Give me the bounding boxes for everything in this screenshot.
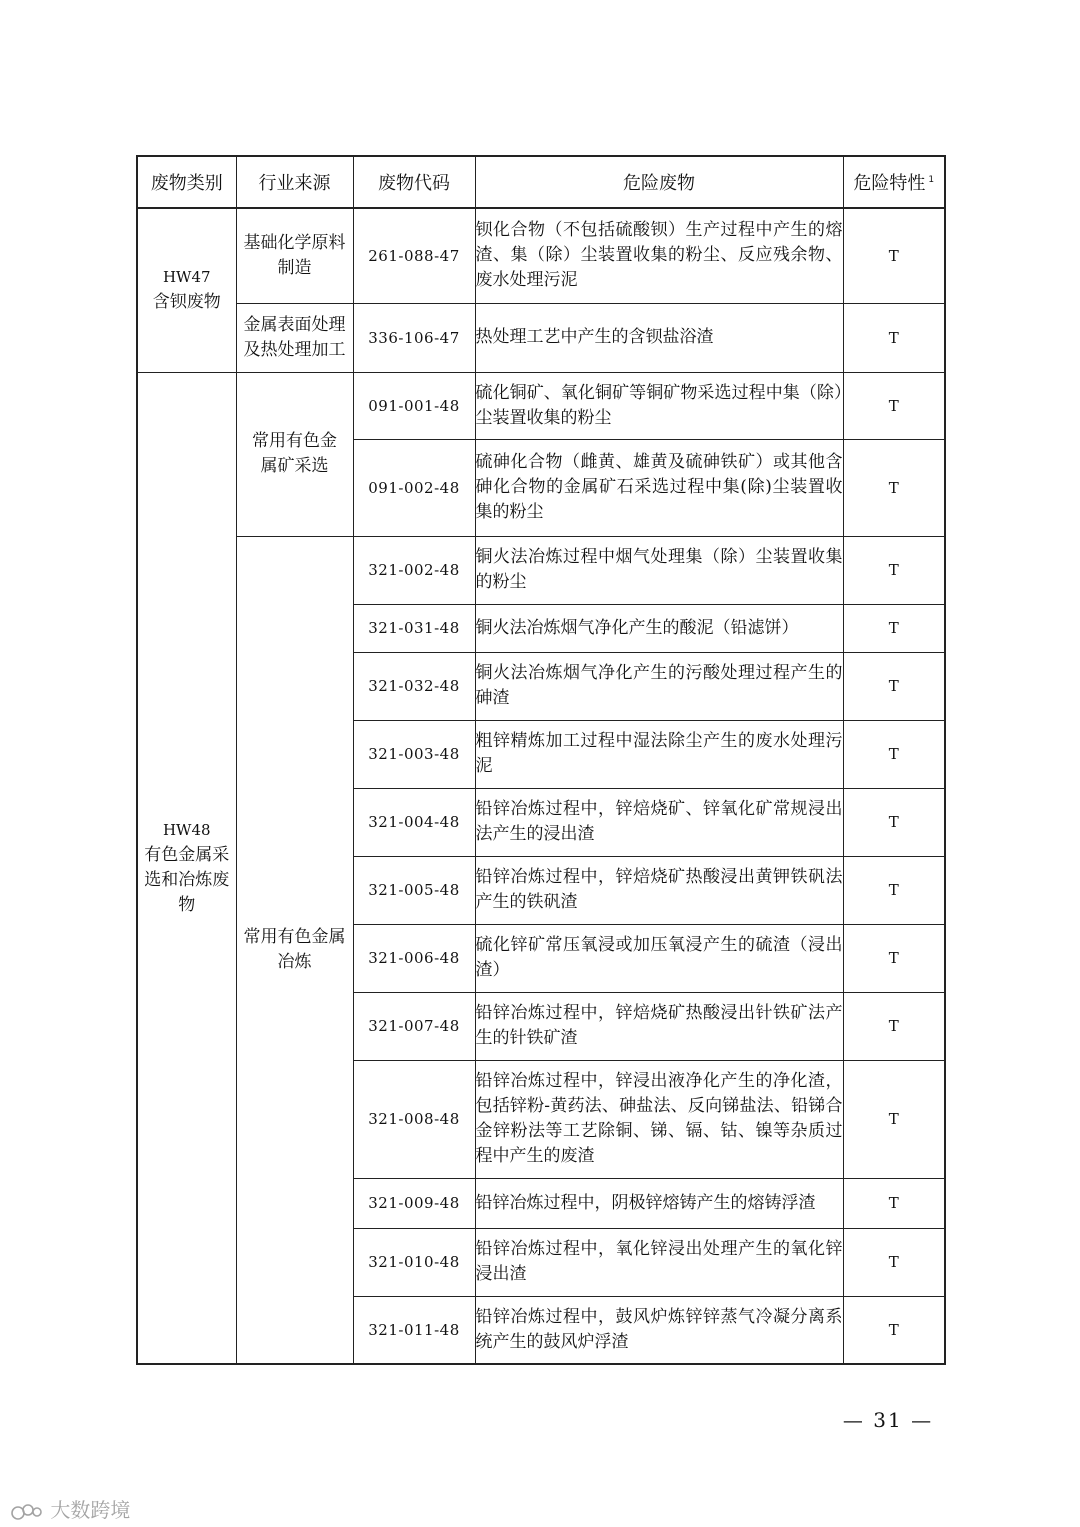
hazard-characteristic: T [843, 303, 945, 372]
category-name: 有色金属采选和冶炼废物 [144, 844, 230, 915]
waste-description: 铅锌冶炼过程中，氧化锌浸出处理产生的氧化锌浸出渣 [475, 1228, 843, 1296]
table-row [137, 536, 945, 604]
hazard-characteristic: T [843, 856, 945, 924]
waste-code: 321-032-48 [353, 652, 475, 720]
watermark [10, 1494, 130, 1523]
cloud-logo-icon [10, 1502, 44, 1522]
table-header-row [137, 156, 945, 208]
waste-description: 铅锌冶炼过程中，鼓风炉炼锌锌蒸气冷凝分离系统产生的鼓风炉浮渣 [475, 1296, 843, 1364]
source-cell: 常用有色金属矿采选 [236, 372, 353, 536]
source-cell: 常用有色金属冶炼 [236, 536, 353, 1364]
hazard-characteristic: T [843, 1060, 945, 1178]
hazard-characteristic: T [843, 1178, 945, 1228]
table-row [137, 208, 945, 303]
waste-description: 硫砷化合物（雌黄、雄黄及硫砷铁矿）或其他含砷化合物的金属矿石采选过程中集(除)尘装置收集的粉尘 [475, 439, 843, 536]
hazard-characteristic: T [843, 1228, 945, 1296]
hazard-characteristic: T [843, 439, 945, 536]
hazard-characteristic: T [843, 372, 945, 439]
hazard-characteristic: T [843, 536, 945, 604]
waste-description: 热处理工艺中产生的含钡盐浴渣 [475, 303, 843, 372]
waste-code: 321-008-48 [353, 1060, 475, 1178]
waste-code: 336-106-47 [353, 303, 475, 372]
category-code: HW47 [162, 268, 211, 287]
watermark-text: 大数跨境 [50, 1498, 131, 1522]
hazard-characteristic: T [843, 788, 945, 856]
category-cell [137, 208, 236, 372]
waste-description: 铅锌冶炼过程中，锌浸出液净化产生的净化渣，包括锌粉-黄药法、砷盐法、反向锑盐法、铅锑合金锌粉法等工艺除铜、锑、镉、钴、镍等杂质过程中产生的废渣 [475, 1060, 843, 1178]
waste-description: 铅锌冶炼过程中，锌焙烧矿热酸浸出针铁矿法产生的针铁矿渣 [475, 992, 843, 1060]
waste-code: 321-002-48 [353, 536, 475, 604]
source-cell: 金属表面处理及热处理加工 [236, 303, 353, 372]
category-name: 含钡废物 [152, 292, 221, 313]
header-source: 行业来源 [236, 156, 353, 208]
waste-description: 铅锌冶炼过程中，锌焙烧矿、锌氧化矿常规浸出法产生的浸出渣 [475, 788, 843, 856]
waste-description: 硫化铜矿、氧化铜矿等铜矿物采选过程中集（除）尘装置收集的粉尘 [475, 372, 843, 439]
hazard-characteristic: T [843, 924, 945, 992]
waste-code: 261-088-47 [353, 208, 475, 303]
waste-code: 321-009-48 [353, 1178, 475, 1228]
waste-code: 321-007-48 [353, 992, 475, 1060]
hazard-characteristic: T [843, 208, 945, 303]
waste-description: 钡化合物（不包括硫酸钡）生产过程中产生的熔渣、集（除）尘装置收集的粉尘、反应残余物、废水处理污泥 [475, 208, 843, 303]
footnote-marker: 1 [928, 175, 935, 185]
waste-description: 铜火法冶炼烟气净化产生的酸泥（铅滤饼） [475, 604, 843, 652]
waste-code: 321-010-48 [353, 1228, 475, 1296]
waste-code: 321-011-48 [353, 1296, 475, 1364]
waste-description: 硫化锌矿常压氧浸或加压氧浸产生的硫渣（浸出渣） [475, 924, 843, 992]
header-hazard-label: 危险特性 [853, 173, 926, 194]
table-row [137, 303, 945, 372]
hazard-characteristic: T [843, 652, 945, 720]
category-code: HW48 [162, 820, 211, 839]
hazard-characteristic: T [843, 1296, 945, 1364]
source-cell: 基础化学原料制造 [236, 208, 353, 303]
header-category: 废物类别 [137, 156, 236, 208]
waste-code: 091-001-48 [353, 372, 475, 439]
waste-code: 321-005-48 [353, 856, 475, 924]
waste-description: 铜火法冶炼过程中烟气处理集（除）尘装置收集的粉尘 [475, 536, 843, 604]
table-row [137, 372, 945, 439]
hazard-characteristic: T [843, 604, 945, 652]
waste-description: 铅锌冶炼过程中，阴极锌熔铸产生的熔铸浮渣 [475, 1178, 843, 1228]
waste-description: 铅锌冶炼过程中，锌焙烧矿热酸浸出黄钾铁矾法产生的铁矾渣 [475, 856, 843, 924]
hazard-characteristic: T [843, 720, 945, 788]
hazardous-waste-table [136, 155, 946, 1365]
hazard-characteristic: T [843, 992, 945, 1060]
category-cell [137, 372, 236, 1364]
header-waste: 危险废物 [475, 156, 843, 208]
waste-code: 321-004-48 [353, 788, 475, 856]
header-hazard [843, 156, 945, 208]
page-number: — 31 — [842, 1408, 934, 1432]
waste-code: 091-002-48 [353, 439, 475, 536]
header-code: 废物代码 [353, 156, 475, 208]
waste-code: 321-003-48 [353, 720, 475, 788]
waste-code: 321-031-48 [353, 604, 475, 652]
waste-description: 粗锌精炼加工过程中湿法除尘产生的废水处理污泥 [475, 720, 843, 788]
waste-description: 铜火法冶炼烟气净化产生的污酸处理过程产生的砷渣 [475, 652, 843, 720]
waste-code: 321-006-48 [353, 924, 475, 992]
